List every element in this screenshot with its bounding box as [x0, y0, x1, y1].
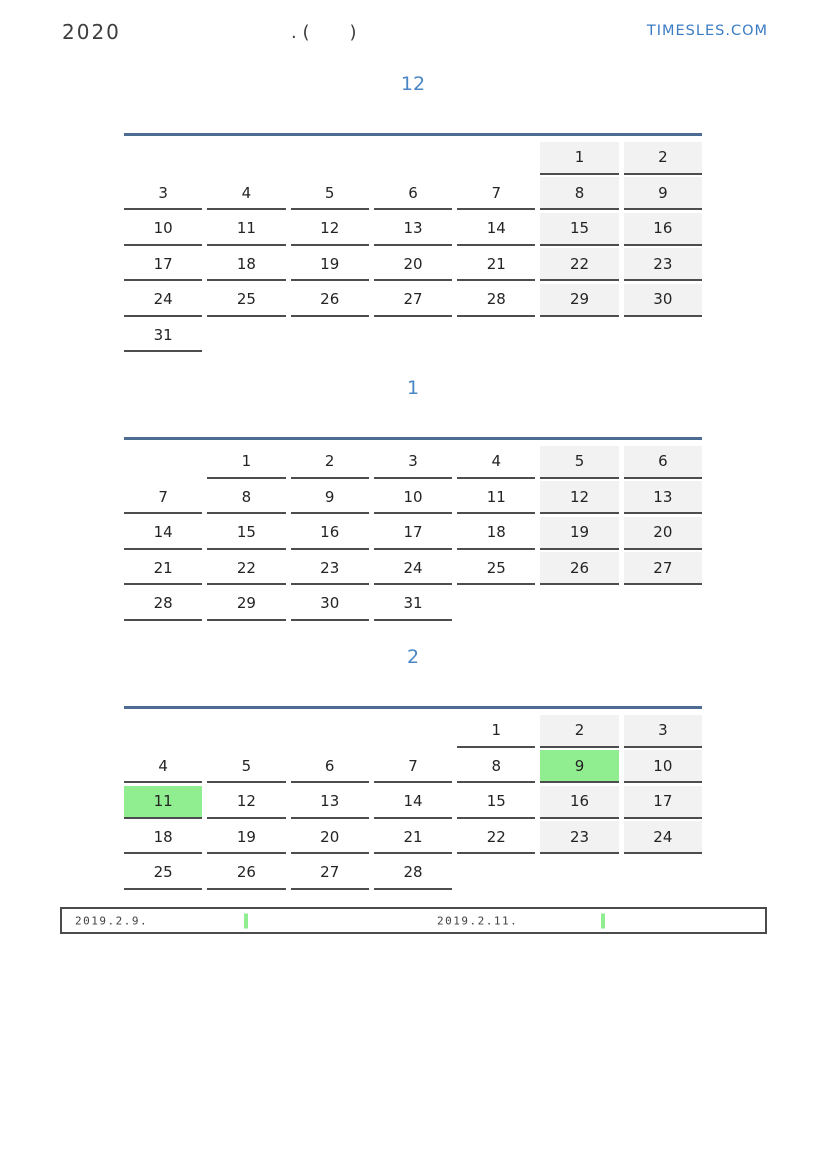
day-cell: 29 — [207, 588, 285, 621]
empty-day-cell — [124, 142, 202, 175]
day-cell: 10 — [624, 750, 702, 783]
day-cell: 31 — [124, 319, 202, 352]
calendar-week-row — [124, 443, 702, 479]
calendar-week-row — [124, 246, 702, 282]
day-cell: 23 — [540, 821, 618, 854]
day-cell: 26 — [207, 857, 285, 890]
month-grid — [124, 133, 702, 352]
day-cell: 18 — [457, 517, 535, 550]
day-cell: 8 — [540, 177, 618, 210]
empty-day-cell — [124, 446, 202, 479]
day-cell: 28 — [124, 588, 202, 621]
empty-day-cell — [624, 857, 702, 890]
empty-day-cell — [374, 715, 452, 748]
calendar-week-row — [124, 854, 702, 890]
month-section-1 — [124, 374, 702, 621]
day-cell: 1 — [540, 142, 618, 175]
empty-day-cell — [207, 715, 285, 748]
day-cell: 15 — [540, 213, 618, 246]
day-cell: 20 — [624, 517, 702, 550]
day-cell: 1 — [457, 715, 535, 748]
day-cell: 7 — [374, 750, 452, 783]
day-cell: 24 — [624, 821, 702, 854]
empty-day-cell — [124, 715, 202, 748]
page-year: 2020 — [62, 20, 121, 44]
day-cell: 2 — [624, 142, 702, 175]
day-cell: 20 — [291, 821, 369, 854]
day-cell: 30 — [624, 284, 702, 317]
day-cell: 18 — [124, 821, 202, 854]
calendar-week-row — [124, 748, 702, 784]
day-cell: 20 — [374, 248, 452, 281]
day-cell: 18 — [207, 248, 285, 281]
day-cell: 23 — [624, 248, 702, 281]
day-cell: 15 — [207, 517, 285, 550]
calendar-week-row — [124, 479, 702, 515]
day-cell: 22 — [540, 248, 618, 281]
day-cell: 12 — [291, 213, 369, 246]
day-cell: 25 — [124, 857, 202, 890]
day-cell: 22 — [207, 552, 285, 585]
calendar-week-row — [124, 514, 702, 550]
day-cell: 3 — [124, 177, 202, 210]
day-cell: 17 — [374, 517, 452, 550]
month-title: 2 — [406, 646, 420, 668]
day-cell: 4 — [457, 446, 535, 479]
day-cell: 7 — [457, 177, 535, 210]
day-cell: 12 — [207, 786, 285, 819]
empty-day-cell — [291, 715, 369, 748]
day-cell: 11 — [457, 481, 535, 514]
day-cell: 3 — [624, 715, 702, 748]
day-cell: 29 — [540, 284, 618, 317]
day-cell: 9 — [291, 481, 369, 514]
day-cell: 3 — [374, 446, 452, 479]
day-cell: 11 — [207, 213, 285, 246]
empty-day-cell — [207, 142, 285, 175]
day-cell: 27 — [374, 284, 452, 317]
day-cell: 26 — [291, 284, 369, 317]
highlight-marker-icon — [244, 913, 248, 928]
day-cell: 13 — [624, 481, 702, 514]
day-cell: 5 — [207, 750, 285, 783]
day-cell: 19 — [207, 821, 285, 854]
day-cell: 25 — [207, 284, 285, 317]
day-cell: 14 — [374, 786, 452, 819]
day-cell: 19 — [540, 517, 618, 550]
month-title: 1 — [406, 377, 420, 399]
site-logo-link[interactable]: TIMESLES.COM — [646, 23, 768, 39]
calendar-week-row — [124, 210, 702, 246]
day-cell: 14 — [457, 213, 535, 246]
calendar-week-row — [124, 281, 702, 317]
calendar-week-row — [124, 317, 702, 353]
day-cell: 21 — [374, 821, 452, 854]
month-section-2 — [124, 643, 702, 890]
day-cell: 4 — [124, 750, 202, 783]
day-cell: 17 — [124, 248, 202, 281]
calendar-week-row — [124, 712, 702, 748]
month-title: 12 — [400, 73, 426, 95]
day-cell: 26 — [540, 552, 618, 585]
legend-date-label: 2019.2.11. — [437, 914, 519, 927]
highlight-marker-icon — [601, 913, 605, 928]
calendar-week-row — [124, 819, 702, 855]
day-cell: 10 — [124, 213, 202, 246]
empty-day-cell — [540, 857, 618, 890]
calendar-week-row — [124, 783, 702, 819]
day-cell: 10 — [374, 481, 452, 514]
day-cell: 16 — [540, 786, 618, 819]
empty-day-cell — [374, 142, 452, 175]
day-cell: 9 — [540, 750, 618, 783]
day-cell: 24 — [374, 552, 452, 585]
calendar-week-row — [124, 550, 702, 586]
day-cell: 23 — [291, 552, 369, 585]
day-cell: 28 — [374, 857, 452, 890]
day-cell: 6 — [291, 750, 369, 783]
empty-day-cell — [374, 319, 452, 352]
empty-day-cell — [624, 319, 702, 352]
empty-day-cell — [457, 857, 535, 890]
day-cell: 17 — [624, 786, 702, 819]
day-cell: 2 — [291, 446, 369, 479]
day-cell: 14 — [124, 517, 202, 550]
day-cell: 16 — [624, 213, 702, 246]
day-cell: 13 — [374, 213, 452, 246]
calendar-week-row — [124, 139, 702, 175]
empty-day-cell — [457, 142, 535, 175]
day-cell: 15 — [457, 786, 535, 819]
day-cell: 2 — [540, 715, 618, 748]
day-cell: 31 — [374, 588, 452, 621]
day-cell: 25 — [457, 552, 535, 585]
legend-date-label: 2019.2.9. — [75, 914, 149, 927]
day-cell: 4 — [207, 177, 285, 210]
empty-day-cell — [540, 588, 618, 621]
day-cell: 11 — [124, 786, 202, 819]
day-cell: 21 — [457, 248, 535, 281]
day-cell: 24 — [124, 284, 202, 317]
empty-day-cell — [624, 588, 702, 621]
day-cell: 16 — [291, 517, 369, 550]
month-grid — [124, 437, 702, 621]
day-cell: 27 — [624, 552, 702, 585]
day-cell: 5 — [291, 177, 369, 210]
day-cell: 27 — [291, 857, 369, 890]
day-cell: 9 — [624, 177, 702, 210]
calendar-week-row — [124, 585, 702, 621]
empty-day-cell — [291, 319, 369, 352]
day-cell: 5 — [540, 446, 618, 479]
month-section-12 — [124, 70, 702, 352]
day-cell: 8 — [207, 481, 285, 514]
name-blank-line: . ( ) — [291, 22, 357, 43]
day-cell: 12 — [540, 481, 618, 514]
day-cell: 13 — [291, 786, 369, 819]
day-cell: 30 — [291, 588, 369, 621]
day-cell: 6 — [374, 177, 452, 210]
empty-day-cell — [291, 142, 369, 175]
calendar-week-row — [124, 175, 702, 211]
day-cell: 6 — [624, 446, 702, 479]
day-cell: 1 — [207, 446, 285, 479]
day-cell: 22 — [457, 821, 535, 854]
empty-day-cell — [207, 319, 285, 352]
empty-day-cell — [540, 319, 618, 352]
day-cell: 21 — [124, 552, 202, 585]
legend-box — [60, 907, 767, 934]
empty-day-cell — [457, 588, 535, 621]
month-grid — [124, 706, 702, 890]
day-cell: 7 — [124, 481, 202, 514]
day-cell: 8 — [457, 750, 535, 783]
day-cell: 19 — [291, 248, 369, 281]
day-cell: 28 — [457, 284, 535, 317]
empty-day-cell — [457, 319, 535, 352]
